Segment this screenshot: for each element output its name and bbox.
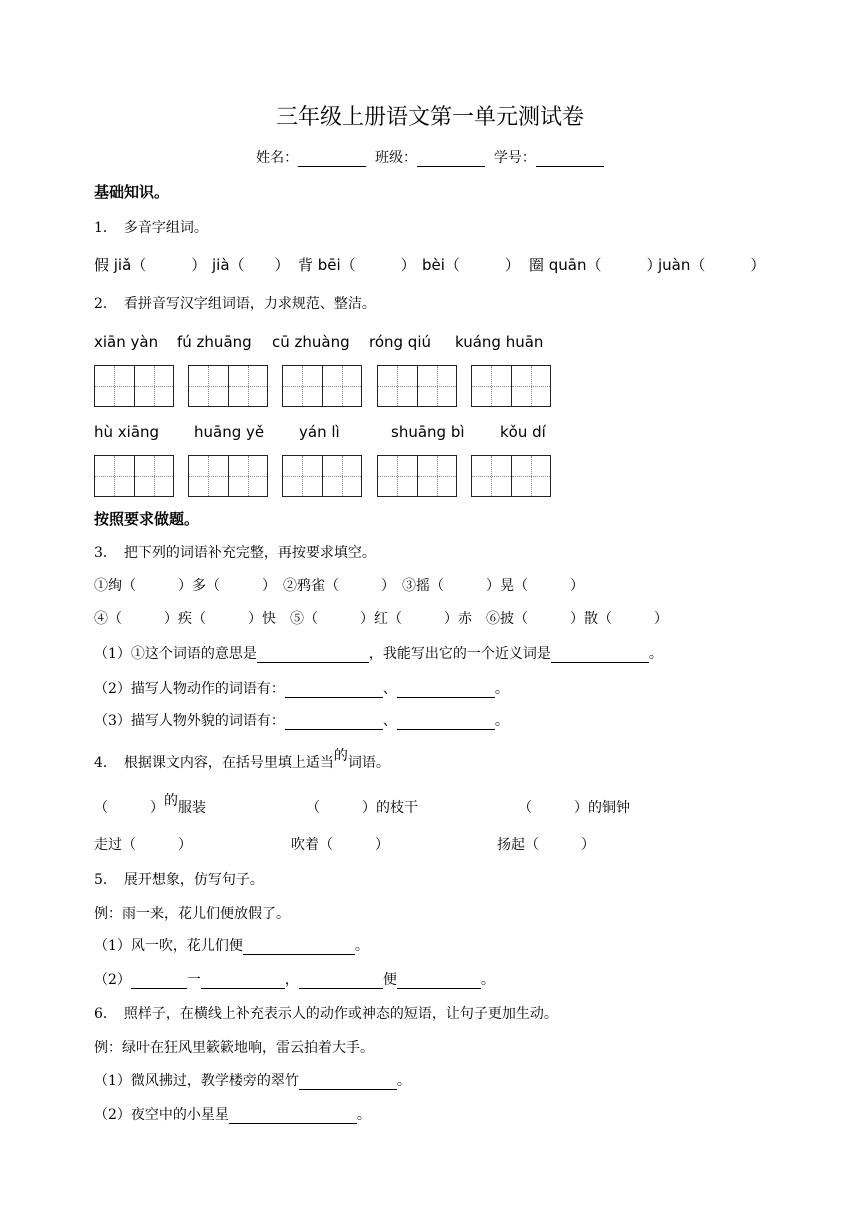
q1-item: jià（ ） xyxy=(212,256,290,274)
answer-blank[interactable] xyxy=(397,974,481,989)
q3-end: 。 xyxy=(494,681,509,697)
q5-sub2-text: ， xyxy=(284,972,299,988)
separator: 、 xyxy=(382,713,397,729)
pinyin-label: xiān yàn xyxy=(94,333,159,351)
q5-end: 。 xyxy=(480,972,495,988)
answer-blank[interactable] xyxy=(229,1109,357,1124)
q3-line-2: ④（ ）疾（ ）快 ⑤（ ）红（ ）赤 ⑥披（ ）散（ ） xyxy=(94,611,668,627)
q4-item: （ ）的枝干 xyxy=(306,800,418,816)
id-blank[interactable] xyxy=(536,152,604,167)
q1-item: 假 jiǎ（ ） xyxy=(94,256,207,274)
question-3-prompt: 3． 把下列的词语补充完整，再按要求填空。 xyxy=(94,545,376,561)
pinyin-label: cū zhuàng xyxy=(272,333,350,351)
q1-item: 圈 quān（ ） xyxy=(529,256,662,274)
writing-grid[interactable] xyxy=(377,455,457,497)
q3-sub1-text: 。 xyxy=(648,646,663,662)
answer-blank[interactable] xyxy=(131,974,187,989)
q5-sub2-text: 一 xyxy=(186,972,201,988)
id-label: 学号： xyxy=(493,150,536,166)
q4-item: 走过（ ） xyxy=(94,837,192,853)
q6-end: 。 xyxy=(396,1073,411,1089)
writing-grid[interactable] xyxy=(94,365,174,407)
answer-blank[interactable] xyxy=(397,715,495,730)
pinyin-label: huāng yě xyxy=(194,423,265,441)
q4-word: 服装 xyxy=(178,800,206,816)
class-blank[interactable] xyxy=(417,152,485,167)
question-1-prompt: 1． 多音字组词。 xyxy=(94,220,208,236)
pinyin-label: róng qiú xyxy=(369,333,432,351)
q6-sub1-text: （1）微风拂过，教学楼旁的翠竹 xyxy=(94,1073,299,1089)
writing-grid[interactable] xyxy=(471,455,551,497)
q4-item: （ ）的铜钟 xyxy=(518,800,630,816)
writing-grid[interactable] xyxy=(282,365,362,407)
q4-item: 扬起（ ） xyxy=(497,837,595,853)
student-info xyxy=(0,147,860,167)
q3-sub3-text: （3）描写人物外貌的词语有： xyxy=(94,713,285,729)
writing-grid[interactable] xyxy=(282,455,362,497)
q6-sub-2 xyxy=(94,1104,371,1124)
answer-blank[interactable] xyxy=(257,648,369,663)
answer-blank[interactable] xyxy=(299,1075,397,1090)
writing-grid[interactable] xyxy=(188,365,268,407)
q5-sub1-text: （1）风一吹，花儿们便 xyxy=(94,938,243,954)
answer-blank[interactable] xyxy=(397,683,495,698)
q6-sub2-text: （2）夜空中的小星星 xyxy=(94,1107,229,1123)
q5-end: 。 xyxy=(354,938,369,954)
q5-sub-1 xyxy=(94,935,369,955)
q4-paren: （ ） xyxy=(94,800,164,816)
answer-blank[interactable] xyxy=(551,648,649,663)
q5-sub-2 xyxy=(94,969,495,989)
q4-prompt-text: 4． 根据课文内容，在括号里填上适当 xyxy=(94,755,334,771)
q5-sub2-text: （2） xyxy=(94,972,131,988)
answer-blank[interactable] xyxy=(201,974,285,989)
name-blank[interactable] xyxy=(298,152,366,167)
pinyin-label: kǒu dí xyxy=(500,423,546,441)
q3-sub-1 xyxy=(94,643,663,663)
q3-sub1-text: ，我能写出它的一个近义词是 xyxy=(368,646,551,662)
q5-sub2-text: 便 xyxy=(382,972,397,988)
question-5-prompt: 5． 展开想象，仿写句子。 xyxy=(94,872,264,888)
writing-grid[interactable] xyxy=(94,455,174,497)
q4-item xyxy=(94,793,206,817)
q1-item: bèi（ ） xyxy=(422,256,520,274)
answer-blank[interactable] xyxy=(299,974,383,989)
name-label: 姓名： xyxy=(256,150,299,166)
answer-blank[interactable] xyxy=(285,683,383,698)
pinyin-label: kuáng huān xyxy=(455,333,544,351)
writing-grid[interactable] xyxy=(471,365,551,407)
q4-prompt-text: 词语。 xyxy=(347,755,390,771)
pinyin-label: shuāng bì xyxy=(391,423,465,441)
q5-example: 例：雨一来，花儿们便放假了。 xyxy=(94,906,290,922)
question-4-prompt xyxy=(94,748,390,772)
q6-end: 。 xyxy=(356,1107,371,1123)
separator: 、 xyxy=(382,681,397,697)
q3-line-1: ①绚（ ）多（ ） ②鸦雀（ ） ③摇（ ）晃（ ） xyxy=(94,578,584,594)
q1-item: juàn（ ） xyxy=(658,256,766,274)
answer-blank[interactable] xyxy=(285,715,383,730)
q3-sub-3 xyxy=(94,710,509,730)
pinyin-label: hù xiāng xyxy=(94,423,160,441)
q3-end: 。 xyxy=(494,713,509,729)
section-heading-basics: 基础知识。 xyxy=(94,183,170,201)
q3-sub2-text: （2）描写人物动作的词语有： xyxy=(94,681,285,697)
page-title: 三年级上册语文第一单元测试卷 xyxy=(275,105,584,130)
q4-de: 的 xyxy=(164,793,178,809)
q1-item: 背 bēi（ ） xyxy=(298,256,416,274)
class-label: 班级： xyxy=(375,150,417,166)
q4-item: 吹着（ ） xyxy=(291,837,389,853)
q6-example: 例：绿叶在狂风里簌簌地响，雷云拍着大手。 xyxy=(94,1040,374,1056)
q4-prompt-de: 的 xyxy=(333,748,348,764)
writing-grid[interactable] xyxy=(377,365,457,407)
pinyin-label: yán lì xyxy=(299,423,340,441)
q6-sub-1 xyxy=(94,1070,411,1090)
q3-sub-2 xyxy=(94,678,509,698)
pinyin-label: fú zhuāng xyxy=(177,333,252,351)
writing-grid[interactable] xyxy=(188,455,268,497)
section-heading-tasks: 按照要求做题。 xyxy=(94,510,200,528)
question-2-prompt: 2． 看拼音写汉字组词语，力求规范、整洁。 xyxy=(94,296,376,312)
q3-sub1-text: （1）①这个词语的意思是 xyxy=(94,646,257,662)
question-6-prompt: 6． 照样子，在横线上补充表示人的动作或神态的短语，让句子更加生动。 xyxy=(94,1006,558,1022)
answer-blank[interactable] xyxy=(243,940,355,955)
